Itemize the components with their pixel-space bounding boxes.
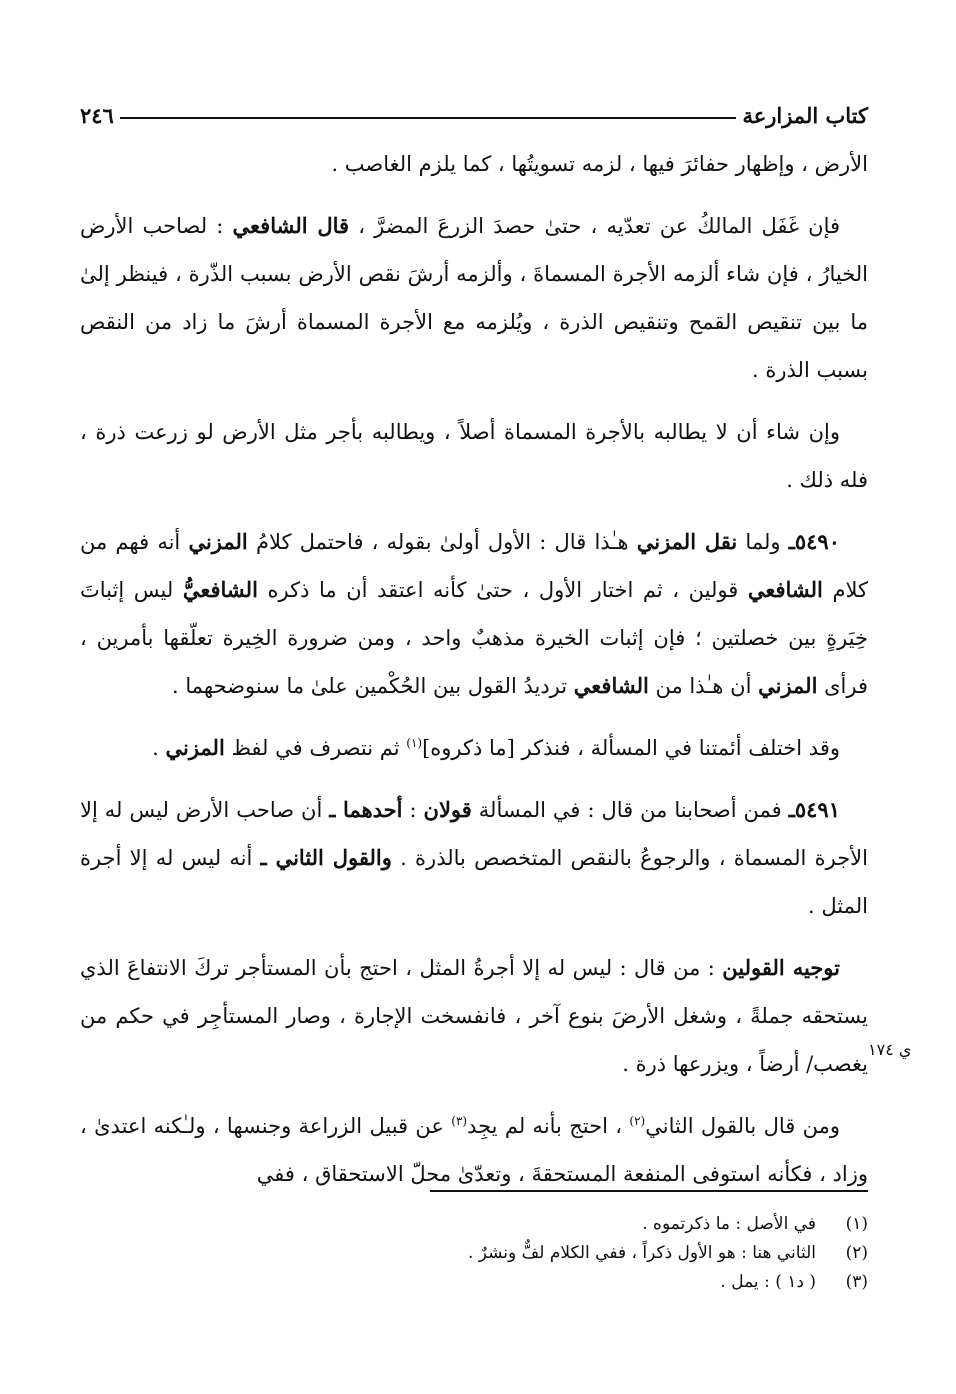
footnote-number: (٢) — [845, 1243, 868, 1263]
paragraph-p3 — [80, 408, 868, 504]
footnote-item — [80, 1268, 868, 1297]
paragraph-p6 — [80, 786, 868, 930]
text-run: الأرض ، وإظهار حفائرَ فيها ، لزمه تسويتُها ، كما يلزم الغاصب . — [331, 152, 868, 176]
text-run: عن قبيل الزراعة وجنسها ، ولـٰكنه اعتدىٰ ، وزاد ، فكأنه استوفى المنفعة المستحقةَ ، وتعدّىٰ محلّ الاستحقاق ، ففي — [80, 1114, 868, 1186]
text-run: ليس إثباتَ خِيَرةٍ بين خصلتين ؛ فإن إثبات الخيرة مذهبٌ واحد ، ومن ضرورة الخِيرة تعلّقها بأمرين ، فرأى — [80, 578, 868, 698]
bold-term: المزني — [758, 673, 818, 698]
text-run: ترديدُ القول بين الحُكْمين علىٰ ما سنوضحهما . — [172, 674, 574, 698]
body-text — [80, 140, 868, 1212]
manuscript-margin-note: ي ١٧٤ — [868, 1040, 912, 1059]
bold-term: قال الشافعي — [232, 213, 350, 238]
footnote-item — [80, 1210, 868, 1239]
text-run: أنه ليس له إلا أجرة المثل . — [80, 846, 868, 918]
bold-term: المزني — [188, 529, 248, 554]
paragraph-p8 — [80, 1102, 868, 1198]
text-run: أن هـٰذا من — [648, 674, 759, 698]
text-run: : من قال : ليس له إلا أجرةُ المثل ، احتج بأن المستأجر تركَ الانتفاعَ الذي يستحقه جملةً ، وشغل الأرضَ بنوع آخر ، فانفسخت الإجارة ، وصار المستأجِر في حكم من يغصب/ أرضاً ، ويزرعها ذرة . — [80, 956, 868, 1076]
footnote-ref: (٣) — [451, 1114, 468, 1128]
header-rule — [120, 117, 737, 119]
footnotes — [80, 1210, 868, 1297]
text-run: وقد اختلف أئمتنا في المسألة ، فنذكر [ما ذكروه] — [422, 736, 840, 760]
text-run: أنه فهم من كلام — [80, 530, 868, 602]
text-run: ومن قال بالقول الثاني — [645, 1114, 840, 1138]
text-run: وإن شاء أن لا يطالبه بالأجرة المسماة أصلاً ، ويطالبه بأجر مثل الأرض لو زرعت ذرة ، فله ذلك . — [80, 420, 868, 492]
footnote-text: ( د١ ) : يمل . — [720, 1272, 816, 1292]
text-run: هـٰذا قال : الأول أولىٰ بقوله ، فاحتمل كلامُ — [247, 530, 637, 554]
text-run: ولما — [737, 530, 789, 554]
paragraph-p2 — [80, 202, 868, 394]
footnote-number: (٣) — [845, 1272, 868, 1292]
bold-term: قولان — [423, 797, 472, 822]
footnote-number: (١) — [845, 1214, 868, 1234]
footnote-item — [80, 1239, 868, 1268]
text-run: . — [152, 736, 166, 760]
bold-term: الشافعي — [573, 673, 649, 698]
text-run: قولين ، ثم اختار الأول ، حتىٰ كأنه اعتقد أن ما ذكره — [257, 578, 748, 602]
bold-term: الشافعي — [747, 577, 823, 602]
bold-term: المزني — [165, 735, 225, 760]
text-run: : لصاحب الأرض الخيارُ ، فإن شاء ألزمه الأجرة المسماةَ ، وألزمه أرشَ نقص الأرض بسبب الذّرة ، فينظر إلىٰ ما بين تنقيص القمح وتنقيص الذرة ، ويُلزمه مع الأجرة المسماة أرشَ ما زاد من النقص بسبب الذرة . — [80, 214, 868, 382]
bold-term: توجيه القولين — [722, 955, 840, 980]
bold-term: والقول الثاني ـ — [260, 845, 392, 870]
bold-term: ٥٤٩٠ـ — [788, 529, 840, 554]
paragraph-p1 — [80, 140, 868, 188]
footnote-separator — [430, 1190, 868, 1192]
paragraph-p5 — [80, 724, 868, 772]
footnote-ref: (٢) — [629, 1114, 646, 1128]
text-run: ، احتج بأنه لم يجِد — [467, 1114, 630, 1138]
text-run: فإن غَفَل المالكُ عن تعدّيه ، حتىٰ حصدَ الزرعَ المضرَّ ، — [349, 214, 841, 238]
running-header — [80, 88, 868, 128]
footnote-ref: (١) — [406, 736, 423, 750]
bold-term: الشافعيُّ — [182, 577, 258, 602]
bold-term: ٥٤٩١ـ — [788, 797, 840, 822]
text-run: أن صاحب الأرض ليس له إلا الأجرة المسماة ، والرجوعُ بالنقص المتخصص بالذرة . — [80, 798, 868, 870]
paragraph-p4 — [80, 518, 868, 710]
text-run: : — [402, 798, 424, 822]
footnote-text: في الأصل : ما ذكرتموه . — [642, 1214, 816, 1234]
text-run: فمن أصحابنا من قال : في المسألة — [471, 798, 789, 822]
page-number: ٢٤٦ — [80, 103, 114, 128]
text-run: ثم نتصرف في لفظ — [224, 736, 407, 760]
bold-term: نقل المزني — [636, 529, 738, 554]
bold-term: أحدهما ـ — [329, 797, 403, 822]
book-title: كتاب المزارعة — [742, 103, 868, 128]
paragraph-p7 — [80, 944, 868, 1088]
footnote-text: الثاني هنا : هو الأول ذكراً ، ففي الكلام لفٌّ ونشرٌ . — [467, 1243, 816, 1263]
